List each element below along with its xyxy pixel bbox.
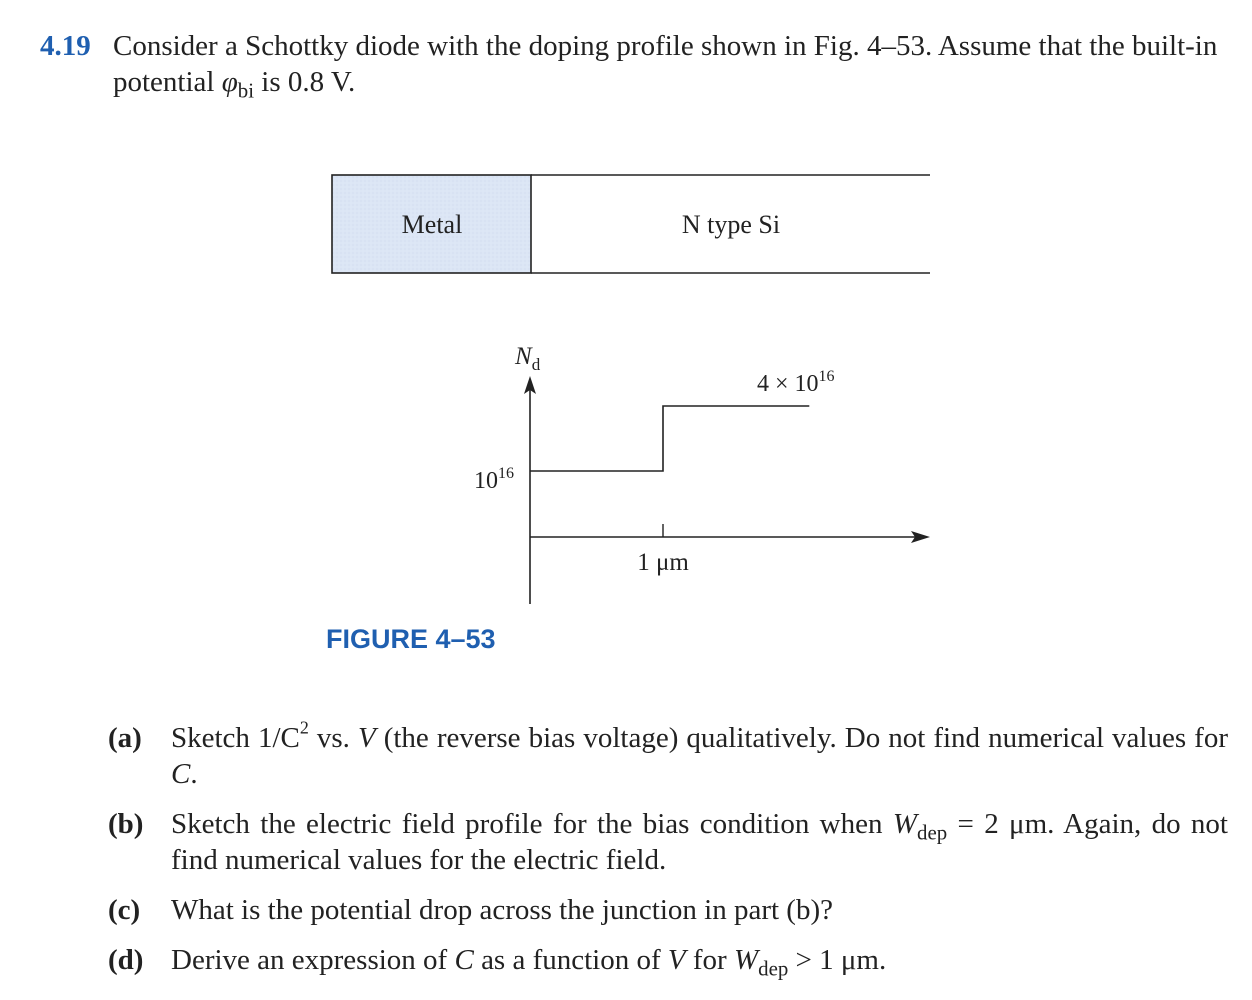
problem-text: Consider a Schottky diode with the doping profile shown in Fig. 4–53. Assume that the built-in potential $\varphi_{bi}$ is 0.8 V. [113,30,1218,103]
low-doping-label: $10^{16}$ [474,465,514,494]
part-a [108,717,1228,792]
high-doping-label: $4 \times 10^{16}$ [757,368,835,397]
question-parts [108,717,1228,992]
x-tick-label: 1 μm [637,549,689,576]
part-d [108,942,1228,981]
n-type-si-label: N type Si [681,210,781,239]
problem-number: 4.19 [40,30,91,62]
metal-label: Metal [401,210,463,239]
part-b-label: (b) [108,808,144,840]
part-d-label: (d) [108,944,144,976]
part-d-text: Derive an expression of C as a function of V for $W_{dep} > 1$ μm. [171,944,887,981]
doping-profile-line [530,406,809,471]
figure-caption: FIGURE 4–53 [326,624,496,654]
phi-symbol: φ [221,66,238,98]
part-c [108,892,1228,928]
part-b [108,806,1228,878]
part-c-label: (c) [108,894,141,926]
part-a-label: (a) [108,722,142,754]
y-axis-label: $N_d$ [515,343,541,374]
part-c-text: What is the potential drop across the junction in part (b)? [171,894,833,926]
part-a-text: Sketch $1/C^2$ vs. V (the reverse bias voltage) qualitatively. Do not find numerical values for C. [171,717,1228,790]
part-b-text: Sketch the electric field profile for the bias condition when $W_{dep} = 2$ μm. Again, do not find numerical values for the electric field. [171,808,1228,876]
